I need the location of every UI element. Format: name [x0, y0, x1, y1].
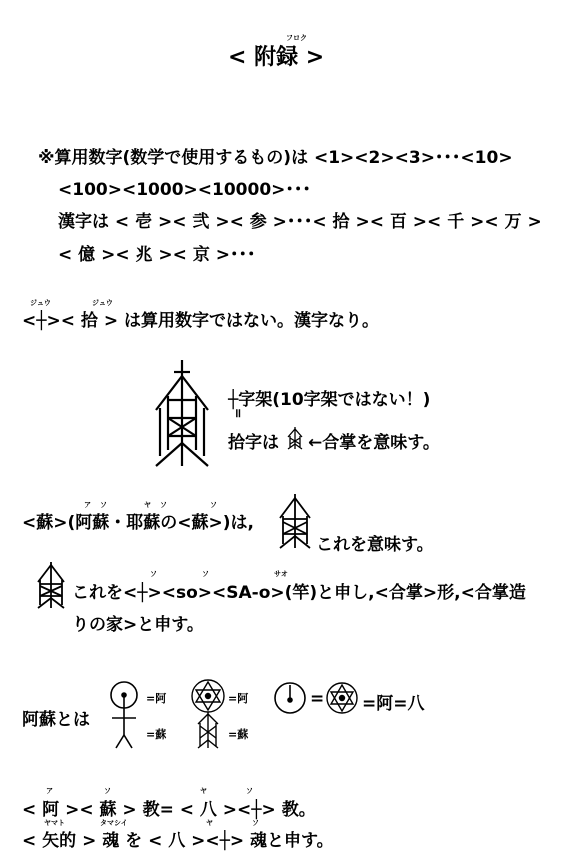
gassho-icon-aso: [278, 492, 312, 550]
title-ruby: フロク: [286, 34, 307, 42]
aso-ruby-a: ア: [84, 501, 91, 509]
eq-a1: =阿: [146, 692, 167, 705]
so-line-2: りの家>と申す。: [72, 615, 204, 635]
eq-so1: =蘇: [146, 728, 167, 741]
note-line-4: < 億 >< 兆 >< 京 >･･･: [58, 245, 256, 265]
gassho-cross-figure: [152, 358, 212, 468]
figure1-equals: ॥: [234, 406, 242, 420]
aso-figure-person: [104, 680, 144, 750]
chain-eq-2: =阿=八: [362, 694, 425, 714]
title-close: >: [305, 45, 325, 70]
hexagram-circle-figure: [324, 680, 360, 716]
chain-eq: =: [310, 689, 325, 709]
so-line-1: これを<┼><so><SA-o>(竿)と申し,<合掌>形,<合掌造: [72, 583, 526, 603]
final-line-1: < 阿 >< 蘇 > 教= < 八 ><┼> 教。: [22, 800, 316, 820]
aso-ruby-so2: ソ: [160, 501, 167, 509]
juu-ruby-1: ジュウ: [30, 299, 51, 307]
final-ruby-so2: ソ: [246, 787, 253, 795]
final-ruby-yamato: ヤマト: [44, 819, 65, 827]
juu-p2: ><: [46, 311, 75, 331]
aso-line: <蘇>(阿蘇・耶蘇の<蘇>)は,: [22, 513, 254, 533]
eq-so2: =蘇: [228, 728, 249, 741]
final-ruby-tamashii: タマシイ: [100, 819, 128, 827]
juu-kanji: 拾: [80, 311, 98, 331]
title-text: 附録: [254, 45, 299, 70]
note-line-2: <100><1000><10000>･･･: [58, 180, 311, 200]
cross-glyph: ┼: [36, 311, 47, 331]
note-line-1: ※算用数字(数学で使用するもの)は <1><2><3>･･･<10>: [38, 148, 513, 168]
juu-p3: > は算用数字ではない。漢字なり。: [103, 311, 380, 331]
final-ruby-ya1: ヤ: [200, 787, 207, 795]
juu-ruby-2: ジュウ: [92, 299, 113, 307]
so-ruby-sao: サオ: [274, 570, 288, 578]
eq-a2: =阿: [228, 692, 249, 705]
figure1-line-1: ┼字架(10字架ではない！): [228, 390, 431, 410]
aso-ruby-ya: ヤ: [144, 501, 151, 509]
final-line-2: < 矢的 > 魂 を < 八 ><┼> 魂と申す。: [22, 831, 334, 851]
so-ruby-2: ソ: [202, 570, 209, 578]
gassho-icon-so: [36, 560, 66, 610]
aso-ruby-so3: ソ: [210, 501, 217, 509]
final-ruby-ya2: ヤ: [206, 819, 213, 827]
circle-dot-figure: [272, 680, 308, 716]
final-ruby-so3: ソ: [252, 819, 259, 827]
aso-diagram-label: 阿蘇とは: [22, 710, 90, 730]
final-ruby-so: ソ: [104, 787, 111, 795]
so-ruby-1: ソ: [150, 570, 157, 578]
title-open: <: [228, 45, 247, 70]
aso-ruby-so1: ソ: [100, 501, 107, 509]
note-line-3: 漢字は < 壱 >< 弐 >< 参 >･･･< 拾 >< 百 >< 千 >< 万 >: [58, 212, 542, 232]
small-gassho-icon: [287, 426, 303, 450]
figure1-line-2a: 拾字は: [228, 433, 279, 453]
figure1-line-2b: ←合掌を意味す。: [308, 433, 440, 453]
page-title: [228, 40, 324, 71]
juu-line: [22, 306, 379, 331]
juu-p1: <: [22, 311, 37, 331]
aso-line-tail: これを意味す。: [316, 535, 434, 555]
final-ruby-a: ア: [46, 787, 53, 795]
hexagram-figure: [186, 678, 230, 750]
